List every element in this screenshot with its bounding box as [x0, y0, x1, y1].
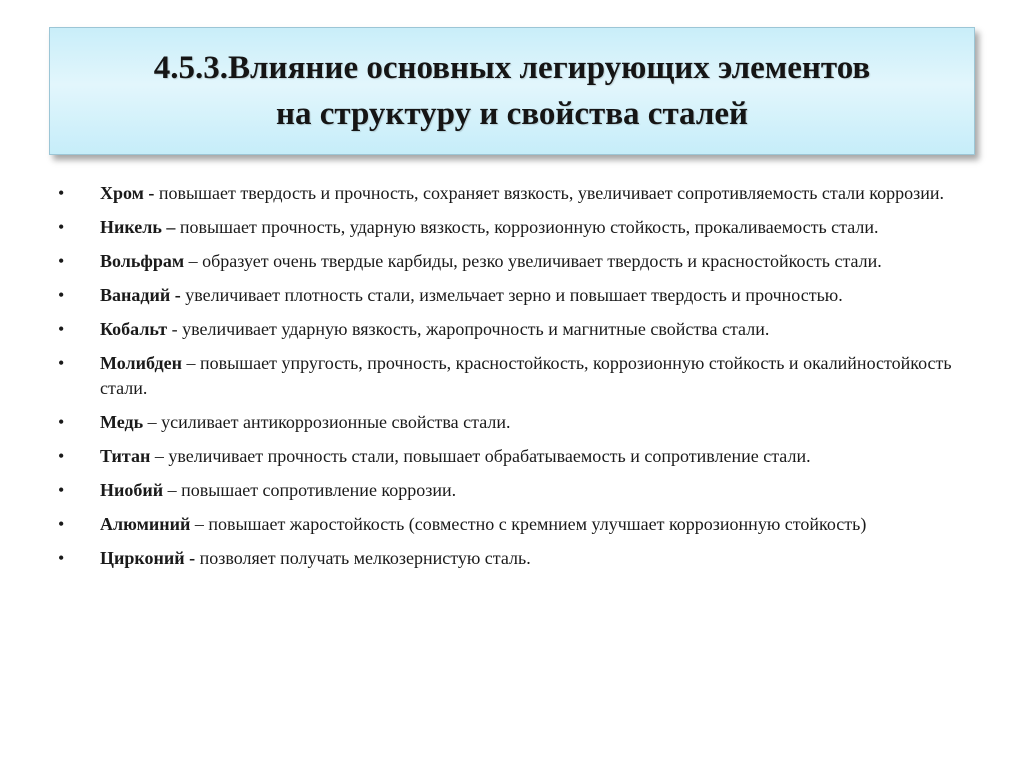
- title-line-1: 4.5.3.Влияние основных легирующих элементов: [153, 50, 871, 86]
- element-effect: – образует очень твердые карбиды, резко увеличивает твердость и красностойкость стали.: [188, 251, 882, 271]
- element-name: Алюминий: [100, 514, 195, 534]
- element-name: Медь: [100, 412, 148, 432]
- bullet-icon: •: [58, 183, 65, 203]
- list-item: [0, 512, 1024, 537]
- element-name: Никель –: [100, 217, 180, 237]
- list-item: [0, 181, 1024, 206]
- element-effect: – усиливает антикоррозионные свойства стали.: [147, 412, 511, 432]
- list-item: [0, 478, 1024, 503]
- list-item: [0, 546, 1024, 571]
- element-effect: – увеличивает прочность стали, повышает обрабатываемость и сопротивление стали.: [154, 446, 811, 466]
- list-item: [0, 317, 1024, 342]
- alloying-elements-list: [0, 181, 1024, 580]
- list-item: [0, 215, 1024, 240]
- bullet-icon: •: [58, 514, 65, 534]
- list-item: [0, 351, 1024, 401]
- element-name: Вольфрам: [100, 251, 189, 271]
- element-name: Титан: [100, 446, 155, 466]
- bullet-icon: •: [58, 480, 65, 500]
- element-effect: повышает прочность, ударную вязкость, коррозионную стойкость, прокаливаемость стали.: [179, 217, 879, 237]
- list-item: [0, 410, 1024, 435]
- element-name: Молибден: [100, 353, 187, 373]
- element-effect: – повышает сопротивление коррозии.: [167, 480, 457, 500]
- bullet-icon: •: [58, 548, 65, 568]
- element-name: Цирконий -: [100, 548, 200, 568]
- element-effect: - увеличивает ударную вязкость, жаропрочность и магнитные свойства стали.: [171, 319, 770, 339]
- element-effect: – повышает жаростойкость (совместно с кремнием улучшает коррозионную стойкость): [194, 514, 867, 534]
- bullet-icon: •: [58, 353, 65, 373]
- bullet-icon: •: [58, 446, 65, 466]
- element-effect: увеличивает плотность стали, измельчает зерно и повышает твердость и прочностью.: [185, 285, 843, 305]
- element-name: Кобальт: [100, 319, 172, 339]
- element-name: Хром -: [100, 183, 159, 203]
- title-banner: [49, 27, 975, 155]
- list-item: [0, 444, 1024, 469]
- bullet-icon: •: [58, 412, 65, 432]
- list-item: [0, 283, 1024, 308]
- element-effect: позволяет получать мелкозернистую сталь.: [199, 548, 531, 568]
- element-name: Ванадий -: [100, 285, 186, 305]
- element-effect: – повышает упругость, прочность, красностойкость, коррозионную стойкость и окалийностойкость стали.: [100, 353, 952, 398]
- bullet-icon: •: [58, 251, 65, 271]
- list-item: [0, 249, 1024, 274]
- element-name: Ниобий: [100, 480, 168, 500]
- element-effect: повышает твердость и прочность, сохраняет вязкость, увеличивает сопротивляемость стали коррозии.: [158, 183, 944, 203]
- bullet-icon: •: [58, 285, 65, 305]
- bullet-icon: •: [58, 319, 65, 339]
- slide-title: [154, 45, 870, 137]
- title-line-2: на структуру и свойства сталей: [275, 96, 749, 132]
- bullet-icon: •: [58, 217, 65, 237]
